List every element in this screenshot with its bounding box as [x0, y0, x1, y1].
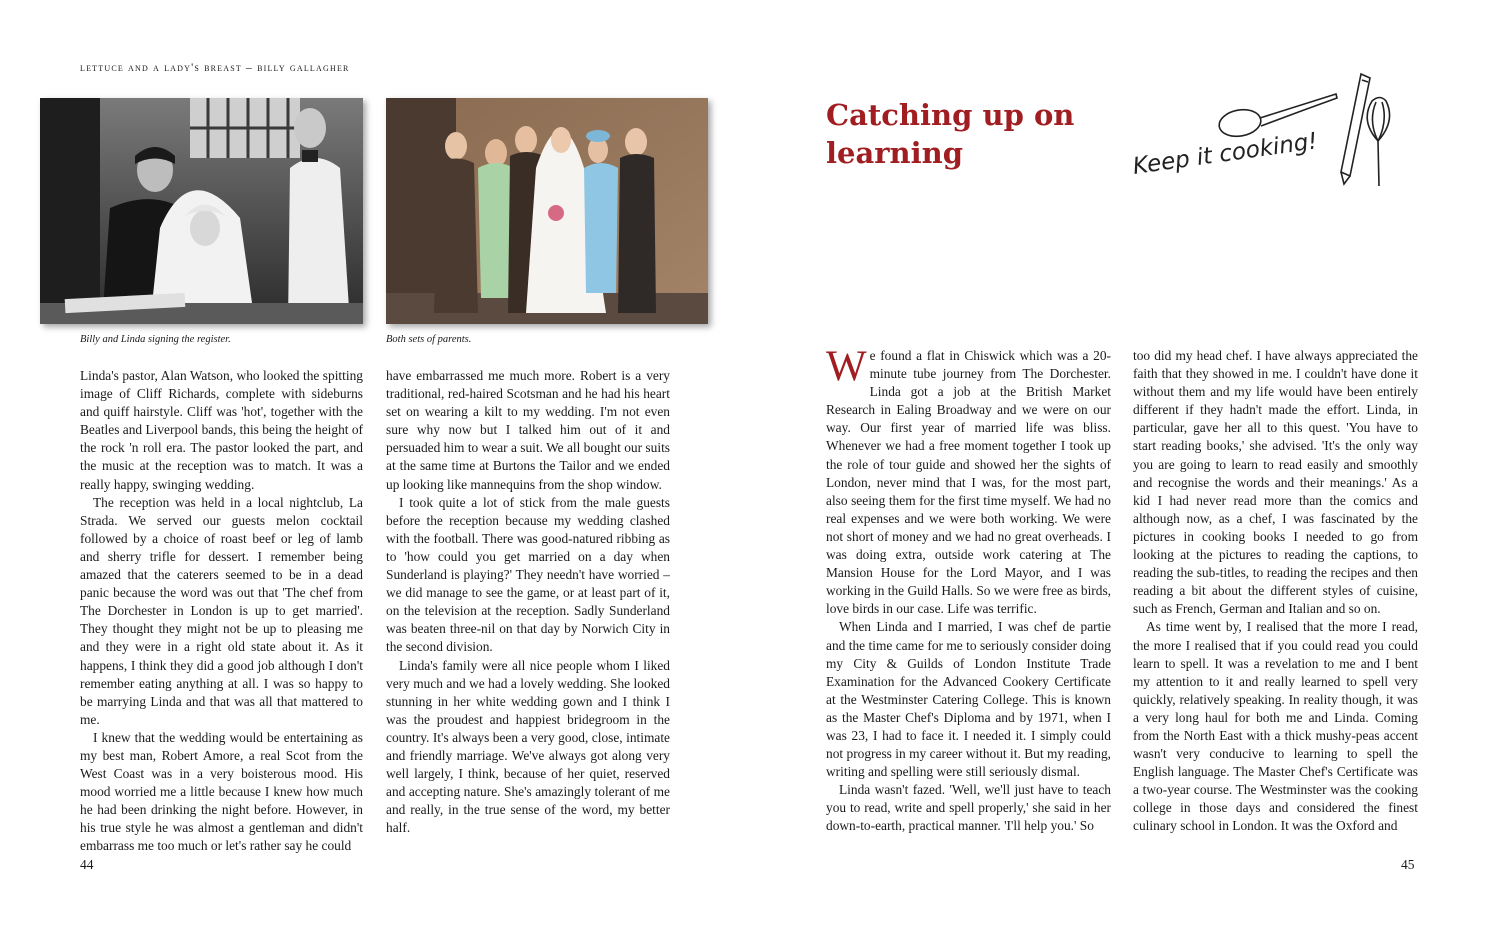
running-head: lettuce and a lady's breast – billy gallagher — [80, 62, 350, 74]
paragraph: have embarrassed me much more. Robert is a very traditional, red-haired Scotsman and he had his heart set on wearing a kilt to my wedding. I'm not even sure why now but I talked him out of it and persuaded him to wear a suit. We all bought our suits at the same time at Burtons the Tailor and we ended up looking like mannequins from the shop window. — [386, 368, 670, 492]
right-page-column-1 — [826, 343, 1111, 836]
sketch-slogan: Keep it cooking! — [1131, 128, 1320, 180]
paragraph: I took quite a lot of stick from the male guests before the reception because my wedding clashed with the football. There was good-natured ribbing as to 'how could you get married on a day when Sunderland is playing?' They needn't have worried – we did manage to see the game, or at least part of it, on the television at the reception. Sadly Sunderland was beaten three-nil on that day by Norwich City in the second division. — [386, 494, 670, 655]
wedding-register-photo — [40, 98, 363, 324]
spoon-whisk-sketch — [1128, 66, 1418, 201]
photo-caption-register: Billy and Linda signing the register. — [80, 334, 231, 345]
chapter-title: Catching up on learning — [826, 98, 1075, 170]
parents-group-photo — [386, 98, 708, 324]
paragraph: Linda wasn't fazed. 'Well, we'll just have to teach you to read, write and spell properly,' she said in her down-to-earth, practical manner. 'I'll help you.' So — [826, 782, 1111, 834]
page-number-left: 44 — [80, 857, 94, 872]
page-number-right: 45 — [1401, 857, 1415, 872]
paragraph: As time went by, I realised that the more I read, the more I realised that if you could read you could learn to spell. It was a revelation to me and I bent my attention to it and really learned to spell very quickly, relatively speaking. In reality though, it was a very long haul for both me and Linda. Coming from the North East with a thick mushy-peas accent wasn't very conducive to learning to spell the English language. The Master Chef's Certificate was a two-year course. The Westminster was the cooking college in those days and considered the finest culinary school in London. It was the Oxford and — [1133, 619, 1418, 834]
photo-caption-parents: Both sets of parents. — [386, 334, 472, 345]
paragraph: When Linda and I married, I was chef de partie and the time came for me to seriously consider doing my City & Guilds of London Institute Trade Examination for the Advanced Cookery Certificate at the Westminster Catering College. This is known as the Master Chef's Diploma and by 1971, when I was 23, I had to face it. I needed it. I simply could not progress in my career without it. But my reading, writing and spelling were still seriously dismal. — [826, 619, 1111, 780]
left-page-column-2 — [386, 367, 670, 837]
paragraph: I knew that the wedding would be entertaining as my best man, Robert Amore, a real Scot from the West Coast was in a very boisterous mood. His mood worried me a little because I knew how much he had been drinking the night before. However, in his true style he was almost a gentleman and didn't embarrass me too much or let's rather say he could — [80, 729, 363, 854]
paragraph: too did my head chef. I have always appreciated the faith that they showed in me. I couldn't have done it without them and my life would have been entirely different if they hadn't made the effort. Linda, in particular, gave her all to this quest. 'You have to start reading books,' she advised. 'It's the only way you are going to learn to read easily and smoothly and recognise the words and their meanings.' As a kid I had never read more than the comics and although now, as a chef, I was fascinated by the pictures in cooking books I needed to go from looking at the pictures to reading the captions, to reading the sub-titles, to reading the recipes and then reading a bit about the different styles of cuisine, such as French, German and Italian and so on. — [1133, 348, 1418, 617]
drop-cap: W — [826, 343, 867, 390]
paragraph-text: e found a flat in Chiswick which was a 20-minute tube journey from The Dorchester. Linda got a job at the British Market Research in Ealing Broadway and we were on our way. Our first year of married life was bliss. Whenever we had a free moment together I took up the role of tour guide and showed her the sights of London, never mind that I was, for the most part, also seeing them for the first time myself. We had no real expenses and we were both working. We were not short of money and we had no great overheads. I was doing extra, outside work catering at The Mansion House for the Lord Mayor, and I was working in the Guild Halls. So we were free as birds, love birds in our case. Life was terrific. — [826, 348, 1111, 617]
right-page-column-2 — [1133, 347, 1418, 836]
paragraph: Linda's pastor, Alan Watson, who looked the spitting image of Cliff Richards, complete with sideburns and quiff hairstyle. Cliff was 'hot', together with the Beatles and Liverpool bands, this being the height of the rock 'n roll era. The pastor looked the part, and the music at the reception was to match. It was a really happy, swinging wedding. — [80, 368, 364, 492]
paragraph: Linda's family were all nice people whom I liked very much and we had a lovely wedding. She looked stunning in her white wedding gown and I think I was the proudest and happiest bridegroom in the country. It's always been a very good, close, intimate and friendly marriage. We've always got along very well largely, I think, because of her quiet, reserved and accepting nature. She's amazingly tolerant of me and really, in the true sense of the word, my better half. — [386, 657, 670, 836]
left-page-column-1 — [80, 367, 363, 856]
paragraph: The reception was held in a local nightclub, La Strada. We served our guests melon cocktail followed by a choice of roast beef or leg of lamb and sherry trifle for dessert. I remember being amazed that the caterers seemed to be in a dead panic because the word was out that 'The chef from The Dorchester in London is up to get married'. They thought they might not be up to pleasing me and they were in a right old state about it. As it happens, I think they did a good job although I don't remember eating anything at all. I was so happy to be marrying Linda and that was all that mattered to me. — [80, 494, 363, 727]
paragraph — [826, 343, 1111, 618]
